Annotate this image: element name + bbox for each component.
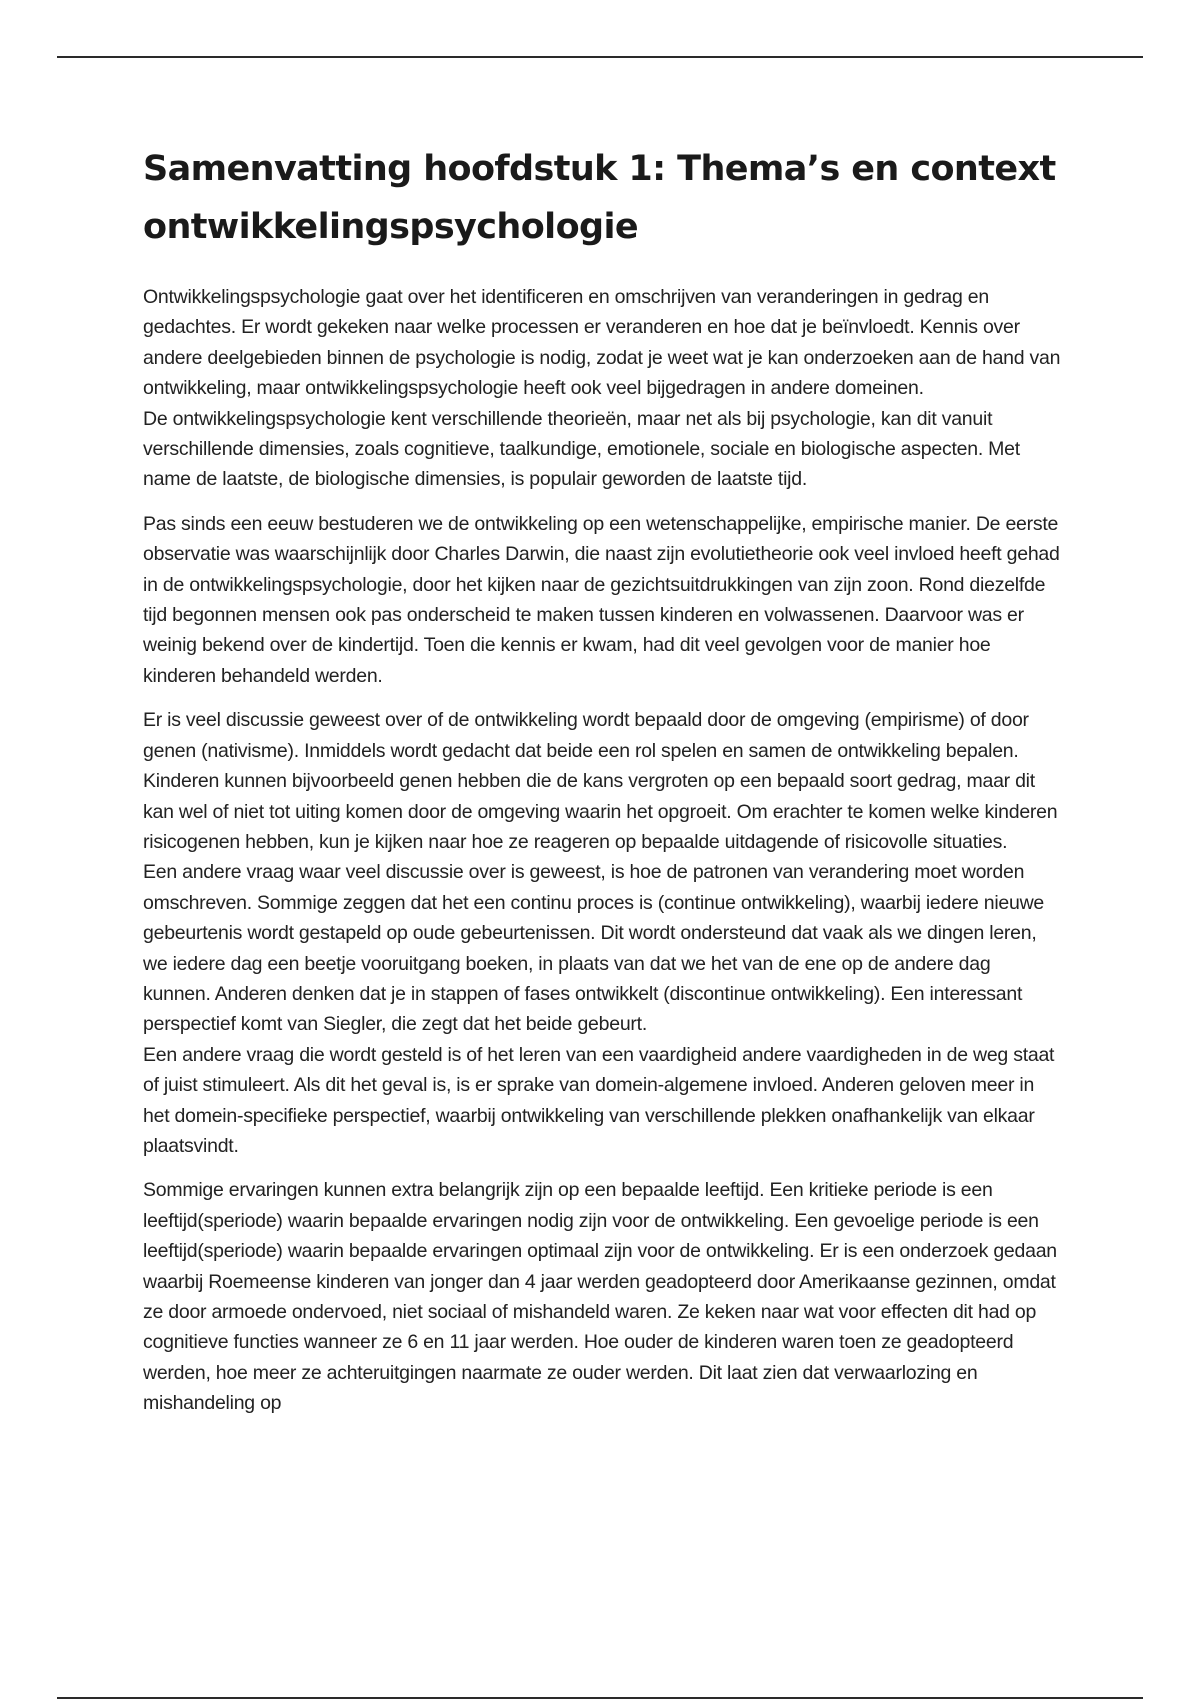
paragraph: Sommige ervaringen kunnen extra belangrijk zijn op een bepaalde leeftijd. Een kritieke periode is een leeftijd(speriode) waarin bepaalde ervaringen nodig zijn voor de ontwikkeling. Een gevoelige periode is een leeftijd(speriode) waarin bepaalde ervaringen optimaal zijn voor de ontwikkeling. Er is een onderzoek gedaan waarbij Roemeense kinderen van jonger dan 4 jaar werden geadopteerd door Amerikaanse gezinnen, omdat ze door armoede ondervoed, niet sociaal of mishandeld waren. Ze keken naar wat voor effecten dit had op cognitieve functies wanneer ze 6 en 11 jaar werden. Hoe ouder de kinderen waren toen ze geadopteerd werden, hoe meer ze achteruitgingen naarmate ze ouder werden. Dit laat zien dat verwaarlozing en mishandeling op <box>143 1179 1057 1415</box>
bottom-rule <box>57 1697 1143 1699</box>
paragraph: Er is veel discussie geweest over of de ontwikkeling wordt bepaald door de omgeving (empirisme) of door genen (nativisme). Inmiddels wordt gedacht dat beide een rol spelen en samen de ontwikkeling bepalen. Kinderen kunnen bijvoorbeeld genen hebben die de kans vergroten op een bepaald soort gedrag, maar dit kan wel of niet tot uiting komen door de omgeving waarin het opgroeit. Om erachter te komen welke kinderen risicogenen hebben, kun je kijken naar hoe ze reageren op bepaalde uitdagende of risicovolle situaties. <box>143 709 1058 853</box>
section-history <box>143 509 1063 691</box>
section-discussions <box>143 705 1063 1161</box>
paragraph: Een andere vraag waar veel discussie over is geweest, is hoe de patronen van verandering moet worden omschreven. Sommige zeggen dat het een continu proces is (continue ontwikkeling), waarbij iedere nieuwe gebeurtenis wordt gestapeld op oude gebeurtenissen. Dit wordt ondersteund dat vaak als we dingen leren, we iedere dag een beetje vooruitgang boeken, in plaats van dat we het van de ene op de andere dag kunnen. Anderen denken dat je in stappen of fases ontwikkelt (discontinue ontwikkeling). Een interessant perspectief komt van Siegler, die zegt dat het beide gebeurt. <box>143 861 1045 1036</box>
document-title: Samenvatting hoofdstuk 1: Thema’s en context ontwikkelingspsychologie <box>143 149 1056 247</box>
paragraph: Pas sinds een eeuw bestuderen we de ontwikkeling op een wetenschappelijke, empirische manier. De eerste observatie was waarschijnlijk door Charles Darwin, die naast zijn evolutietheorie ook veel invloed heeft gehad in de ontwikkelingspsychologie, door het kijken naar de gezichtsuitdrukkingen van zijn zoon. Rond diezelfde tijd begonnen mensen ook pas onderscheid te maken tussen kinderen en volwassenen. Daarvoor was er weinig bekend over de kindertijd. Toen die kennis er kwam, had dit veel gevolgen voor de manier hoe kinderen behandeld werden. <box>143 512 1060 687</box>
document-body <box>143 140 1063 1433</box>
paragraph: De ontwikkelingspsychologie kent verschillende theorieën, maar net als bij psychologie, kan dit vanuit verschillende dimensies, zoals cognitieve, taalkundige, emotionele, sociale en biologische aspecten. Met name de laatste, de biologische dimensies, is populair geworden de laatste tijd. <box>143 407 1020 491</box>
paragraph: Ontwikkelingspsychologie gaat over het identificeren en omschrijven van veranderingen in gedrag en gedachtes. Er wordt gekeken naar welke processen er veranderen en hoe dat je beïnvloedt. Kennis over andere deelgebieden binnen de psychologie is nodig, zodat je weet wat je kan onderzoeken aan de hand van ontwikkeling, maar ontwikkelingspsychologie heeft ook veel bijgedragen in andere domeinen. <box>143 286 1061 400</box>
paragraph: Een andere vraag die wordt gesteld is of het leren van een vaardigheid andere vaardigheden in de weg staat of juist stimuleert. Als dit het geval is, is er sprake van domein-algemene invloed. Anderen geloven meer in het domein-specifieke perspectief, waarbij ontwikkeling van verschillende plekken onafhankelijk van elkaar plaatsvindt. <box>143 1043 1055 1157</box>
section-introduction <box>143 282 1063 495</box>
section-sensitive-periods <box>143 1175 1063 1418</box>
top-rule <box>57 56 1143 58</box>
